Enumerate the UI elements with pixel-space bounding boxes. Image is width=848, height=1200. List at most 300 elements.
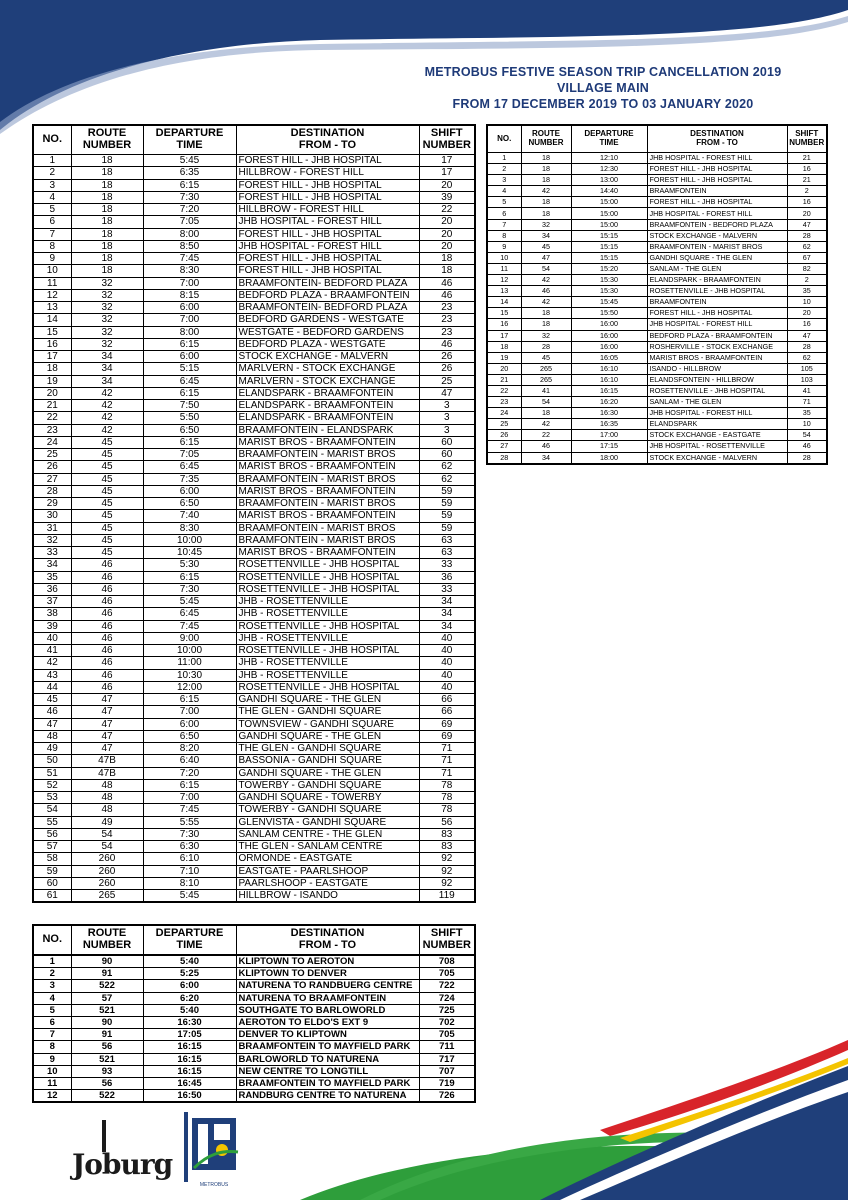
cell-route: 45 [521,352,571,363]
cell-shift: 92 [419,853,475,865]
cell-route: 56 [71,1041,143,1053]
cell-route: 32 [71,289,143,301]
cell-no: 5 [33,204,71,216]
cell-departure: 16:00 [571,330,647,341]
col-no: NO. [33,925,71,955]
cell-shift: 21 [787,153,827,164]
table-row [33,890,475,903]
cell-route: 47 [71,730,143,742]
cell-destination: ROSETTENVILLE - JHB HOSPITAL [647,286,787,297]
cell-shift: 34 [419,608,475,620]
cell-shift: 20 [419,216,475,228]
table-row [33,865,475,877]
cell-shift: 39 [419,191,475,203]
table-row [33,1053,475,1065]
cell-destination: FOREST HILL - JHB HOSPITAL [647,164,787,175]
cell-no: 22 [487,385,521,396]
cell-destination: BRAAMFONTEIN - MARIST BROS [647,241,787,252]
cell-route: 48 [71,804,143,816]
cell-destination: ROSETTENVILLE - JHB HOSPITAL [236,583,419,595]
cell-destination: ELANDSFONTEIN - HILLBROW [647,374,787,385]
cell-destination: GANDHI SQUARE - TOWERBY [236,792,419,804]
table-row [33,620,475,632]
cell-departure: 15:30 [571,275,647,286]
col-shift: SHIFT NUMBER [419,125,475,155]
cell-shift: 92 [419,865,475,877]
cell-no: 39 [33,620,71,632]
cell-departure: 5:45 [143,890,236,903]
cell-no: 47 [33,718,71,730]
cell-shift: 66 [419,706,475,718]
cell-destination: THE GLEN - SANLAM CENTRE [236,841,419,853]
cell-no: 27 [33,473,71,485]
cell-shift: 40 [419,645,475,657]
cell-no: 5 [33,1004,71,1016]
cell-route: 18 [71,253,143,265]
metrobus-logo [178,1108,242,1190]
table-row [33,992,475,1004]
cell-route: 46 [71,681,143,693]
cell-shift: 28 [787,341,827,352]
table-row [33,853,475,865]
cell-departure: 13:00 [571,175,647,186]
cell-no: 4 [487,186,521,197]
table-row [33,265,475,277]
cell-destination: STOCK EXCHANGE - MALVERN [236,351,419,363]
cell-departure: 14:40 [571,186,647,197]
cell-shift: 56 [419,816,475,828]
cell-no: 17 [487,330,521,341]
cell-destination: FOREST HILL - JHB HOSPITAL [236,191,419,203]
cell-shift: 59 [419,522,475,534]
cell-destination: BASSONIA - GANDHI SQUARE [236,755,419,767]
table-row [33,461,475,473]
cell-no: 11 [33,1077,71,1089]
cell-destination: KLIPTOWN TO DENVER [236,968,419,980]
cell-shift: 722 [419,980,475,992]
cell-no: 6 [33,216,71,228]
cell-no: 26 [33,461,71,473]
cell-route: 45 [71,534,143,546]
cell-departure: 6:35 [143,167,236,179]
cell-shift: 702 [419,1016,475,1028]
cell-departure: 8:30 [143,265,236,277]
cell-no: 1 [33,955,71,968]
table-row [33,449,475,461]
cell-route: 32 [71,338,143,350]
cell-destination: HILLBROW - ISANDO [236,890,419,903]
cell-shift: 35 [787,286,827,297]
cell-departure: 7:50 [143,400,236,412]
cell-route: 90 [71,955,143,968]
table-row [33,681,475,693]
cell-departure: 16:35 [571,419,647,430]
table-row [487,286,827,297]
cell-no: 3 [33,980,71,992]
joburg-logo [62,1118,173,1188]
cell-route: 46 [71,669,143,681]
cell-departure: 7:10 [143,865,236,877]
table-row [33,804,475,816]
cell-no: 4 [33,992,71,1004]
cell-destination: ISANDO - HILLBROW [647,363,787,374]
cell-route: 265 [521,363,571,374]
cell-departure: 6:45 [143,375,236,387]
cell-route: 18 [71,265,143,277]
cell-route: 46 [71,657,143,669]
cell-destination: JHB - ROSETTENVILLE [236,657,419,669]
cell-departure: 15:45 [571,297,647,308]
cell-no: 16 [33,338,71,350]
cell-shift: 47 [787,219,827,230]
cell-departure: 15:15 [571,252,647,263]
cell-route: 521 [71,1053,143,1065]
cell-no: 14 [487,297,521,308]
cell-no: 15 [33,326,71,338]
cell-departure: 5:45 [143,155,236,167]
cell-shift: 20 [787,208,827,219]
cell-departure: 17:15 [571,441,647,452]
cell-route: 45 [71,461,143,473]
cell-route: 260 [71,865,143,877]
cell-shift: 119 [419,890,475,903]
cell-departure: 15:15 [571,241,647,252]
cell-no: 36 [33,583,71,595]
cell-route: 34 [71,351,143,363]
table-row [33,1090,475,1103]
table-row [33,816,475,828]
cell-departure: 15:20 [571,263,647,274]
cell-shift: 22 [419,204,475,216]
cell-departure: 7:45 [143,253,236,265]
title-line-3: FROM 17 DECEMBER 2019 TO 03 JANUARY 2020 [452,97,754,111]
cell-departure: 6:45 [143,608,236,620]
cell-departure: 8:15 [143,289,236,301]
cell-departure: 6:45 [143,461,236,473]
cell-shift: 69 [419,730,475,742]
cell-route: 18 [521,153,571,164]
cell-shift: 59 [419,510,475,522]
cell-no: 49 [33,743,71,755]
table-row [33,645,475,657]
cell-no: 26 [487,430,521,441]
cell-no: 8 [487,230,521,241]
cell-destination: JHB HOSPITAL - FOREST HILL [647,408,787,419]
table-row [33,755,475,767]
cell-destination: ROSETTENVILLE - JHB HOSPITAL [236,571,419,583]
cell-destination: BARLOWORLD TO NATURENA [236,1053,419,1065]
cell-destination: JHB HOSPITAL - FOREST HILL [647,319,787,330]
cell-destination: ROSETTENVILLE - JHB HOSPITAL [647,385,787,396]
cell-departure: 15:30 [571,286,647,297]
cell-destination: JHB - ROSETTENVILLE [236,596,419,608]
cell-destination: STOCK EXCHANGE - EASTGATE [647,430,787,441]
cell-departure: 8:50 [143,240,236,252]
cell-shift: 2 [787,186,827,197]
table-row [33,240,475,252]
cell-departure: 6:50 [143,498,236,510]
cell-shift: 41 [787,385,827,396]
cell-destination: JHB - ROSETTENVILLE [236,669,419,681]
cell-shift: 59 [419,498,475,510]
cell-destination: SANLAM - THE GLEN [647,263,787,274]
cell-destination: JHB HOSPITAL - ROSETTENVILLE [647,441,787,452]
cell-destination: ELANDSPARK [647,419,787,430]
cell-shift: 17 [419,167,475,179]
cell-route: 47B [71,755,143,767]
cell-destination: BEDFORD GARDENS - WESTGATE [236,314,419,326]
cell-no: 10 [487,252,521,263]
cell-shift: 18 [419,253,475,265]
table-row [33,706,475,718]
cell-route: 34 [71,363,143,375]
table-row [487,241,827,252]
cell-route: 18 [71,216,143,228]
cell-destination: JHB HOSPITAL - FOREST HILL [236,240,419,252]
cell-no: 59 [33,865,71,877]
cell-shift: 26 [419,363,475,375]
cell-no: 4 [33,191,71,203]
table-row [487,175,827,186]
table-row [33,571,475,583]
cell-no: 18 [487,341,521,352]
cell-departure: 5:25 [143,968,236,980]
table-row [487,252,827,263]
cell-route: 46 [71,620,143,632]
cell-route: 22 [521,430,571,441]
table-row [33,1041,475,1053]
cell-destination: ROSHERVILLE - STOCK EXCHANGE [647,341,787,352]
table-row [33,779,475,791]
cell-departure: 6:00 [143,485,236,497]
cell-shift: 71 [419,767,475,779]
cell-shift: 47 [787,330,827,341]
cell-destination: ROSETTENVILLE - JHB HOSPITAL [236,559,419,571]
cell-destination: BRAAMFONTEIN TO MAYFIELD PARK [236,1041,419,1053]
cell-no: 3 [33,179,71,191]
cell-no: 10 [33,1065,71,1077]
cell-no: 11 [33,277,71,289]
cell-destination: FOREST HILL - JHB HOSPITAL [236,265,419,277]
cell-destination: TOWERBY - GANDHI SQUARE [236,804,419,816]
cell-no: 48 [33,730,71,742]
col-departure: DEPARTURE TIME [143,125,236,155]
cell-no: 53 [33,792,71,804]
cell-no: 8 [33,1041,71,1053]
cell-no: 23 [487,397,521,408]
table-row [33,792,475,804]
cell-no: 56 [33,828,71,840]
cell-no: 41 [33,645,71,657]
cell-destination: GANDHI SQUARE - THE GLEN [236,767,419,779]
cell-no: 38 [33,608,71,620]
title-line-2: VILLAGE MAIN [557,81,649,95]
cell-route: 42 [71,412,143,424]
table-row [487,441,827,452]
cell-departure: 16:10 [571,374,647,385]
cell-no: 43 [33,669,71,681]
cell-destination: HILLBROW - FOREST HILL [236,204,419,216]
cell-departure: 17:00 [571,430,647,441]
cell-destination: BRAAMFONTEIN - MARIST BROS [236,449,419,461]
cell-departure: 8:00 [143,326,236,338]
cell-route: 47 [71,706,143,718]
cell-route: 42 [71,400,143,412]
table-row [33,473,475,485]
cell-route: 32 [71,277,143,289]
table-row [33,669,475,681]
cell-shift: 46 [419,289,475,301]
cell-departure: 7:00 [143,792,236,804]
table-row [33,400,475,412]
table-row [33,510,475,522]
cell-departure: 11:00 [143,657,236,669]
cell-departure: 6:15 [143,387,236,399]
cell-no: 9 [33,253,71,265]
cell-shift: 54 [787,430,827,441]
table-row [33,534,475,546]
cell-departure: 6:00 [143,351,236,363]
cell-departure: 8:30 [143,522,236,534]
cell-departure: 16:00 [571,319,647,330]
table-row [487,452,827,464]
cell-route: 46 [71,571,143,583]
cell-no: 42 [33,657,71,669]
table-row [487,164,827,175]
table-row [33,968,475,980]
cell-route: 522 [71,980,143,992]
cell-departure: 6:15 [143,571,236,583]
cell-shift: 717 [419,1053,475,1065]
cell-departure: 12:00 [143,681,236,693]
cell-route: 46 [521,286,571,297]
cell-destination: JHB - ROSETTENVILLE [236,608,419,620]
table-row [33,1029,475,1041]
cell-departure: 5:40 [143,1004,236,1016]
cell-shift: 20 [419,228,475,240]
cell-no: 44 [33,681,71,693]
cell-shift: 78 [419,804,475,816]
cell-shift: 47 [419,387,475,399]
cell-shift: 63 [419,547,475,559]
table-row [33,718,475,730]
cell-departure: 7:45 [143,804,236,816]
table-row [33,289,475,301]
cell-route: 18 [521,408,571,419]
cell-destination: PAARLSHOOP - EASTGATE [236,877,419,889]
cell-no: 50 [33,755,71,767]
cell-route: 521 [71,1004,143,1016]
cell-destination: BRAAMFONTEIN [647,186,787,197]
cell-route: 46 [71,645,143,657]
cell-route: 46 [71,559,143,571]
cell-shift: 83 [419,828,475,840]
cell-departure: 16:15 [143,1041,236,1053]
cell-destination: MARIST BROS - BRAAMFONTEIN [236,436,419,448]
cell-no: 28 [487,452,521,464]
cell-no: 3 [487,175,521,186]
table-row [33,841,475,853]
cell-no: 23 [33,424,71,436]
cell-departure: 7:30 [143,583,236,595]
cell-no: 2 [33,167,71,179]
cell-destination: FOREST HILL - JHB HOSPITAL [647,175,787,186]
cell-destination: GANDHI SQUARE - THE GLEN [236,694,419,706]
cell-no: 46 [33,706,71,718]
cell-no: 17 [33,351,71,363]
cell-shift: 71 [787,397,827,408]
cell-route: 45 [71,522,143,534]
cell-departure: 5:45 [143,596,236,608]
cell-shift: 10 [787,419,827,430]
cell-route: 32 [71,326,143,338]
cell-departure: 15:50 [571,308,647,319]
table-header [33,925,475,955]
cell-departure: 10:30 [143,669,236,681]
cell-no: 12 [33,1090,71,1103]
cell-shift: 40 [419,669,475,681]
cell-shift: 40 [419,657,475,669]
cell-departure: 7:00 [143,277,236,289]
cell-route: 18 [521,319,571,330]
table-row [33,277,475,289]
cell-shift: 62 [787,241,827,252]
cell-departure: 6:10 [143,853,236,865]
cell-destination: NATURENA TO BRAAMFONTEIN [236,992,419,1004]
cell-shift: 724 [419,992,475,1004]
cell-route: 28 [521,341,571,352]
cell-departure: 6:00 [143,302,236,314]
cell-destination: BRAAMFONTEIN - MARIST BROS [236,522,419,534]
table-row [33,730,475,742]
cell-shift: 34 [419,596,475,608]
cell-no: 15 [487,308,521,319]
cell-no: 60 [33,877,71,889]
schedule-table-afternoon [486,124,828,465]
table-row [33,1065,475,1077]
cell-departure: 16:15 [571,385,647,396]
cell-shift: 59 [419,485,475,497]
cell-no: 54 [33,804,71,816]
cell-route: 45 [521,241,571,252]
table-row [33,485,475,497]
cell-route: 18 [71,167,143,179]
cell-departure: 5:40 [143,955,236,968]
table-row [33,387,475,399]
cell-destination: TOWNSVIEW - GANDHI SQUARE [236,718,419,730]
cell-destination: WESTGATE - BEDFORD GARDENS [236,326,419,338]
cell-shift: 78 [419,779,475,791]
col-shift: SHIFT NUMBER [419,925,475,955]
cell-no: 5 [487,197,521,208]
cell-destination: DENVER TO KLIPTOWN [236,1029,419,1041]
cell-shift: 34 [419,620,475,632]
cell-shift: 725 [419,1004,475,1016]
col-destination: DESTINATION FROM - TO [236,125,419,155]
table-row [487,319,827,330]
cell-destination: RANDBURG CENTRE TO NATURENA [236,1090,419,1103]
cell-route: 42 [521,419,571,430]
table-row [33,351,475,363]
col-destination: DESTINATION FROM - TO [647,125,787,153]
cell-route: 57 [71,992,143,1004]
cell-departure: 16:00 [571,341,647,352]
title-line-1: METROBUS FESTIVE SEASON TRIP CANCELLATION 2019 [424,65,782,79]
cell-shift: 16 [787,319,827,330]
cell-no: 18 [33,363,71,375]
table-row [33,191,475,203]
table-row [487,330,827,341]
